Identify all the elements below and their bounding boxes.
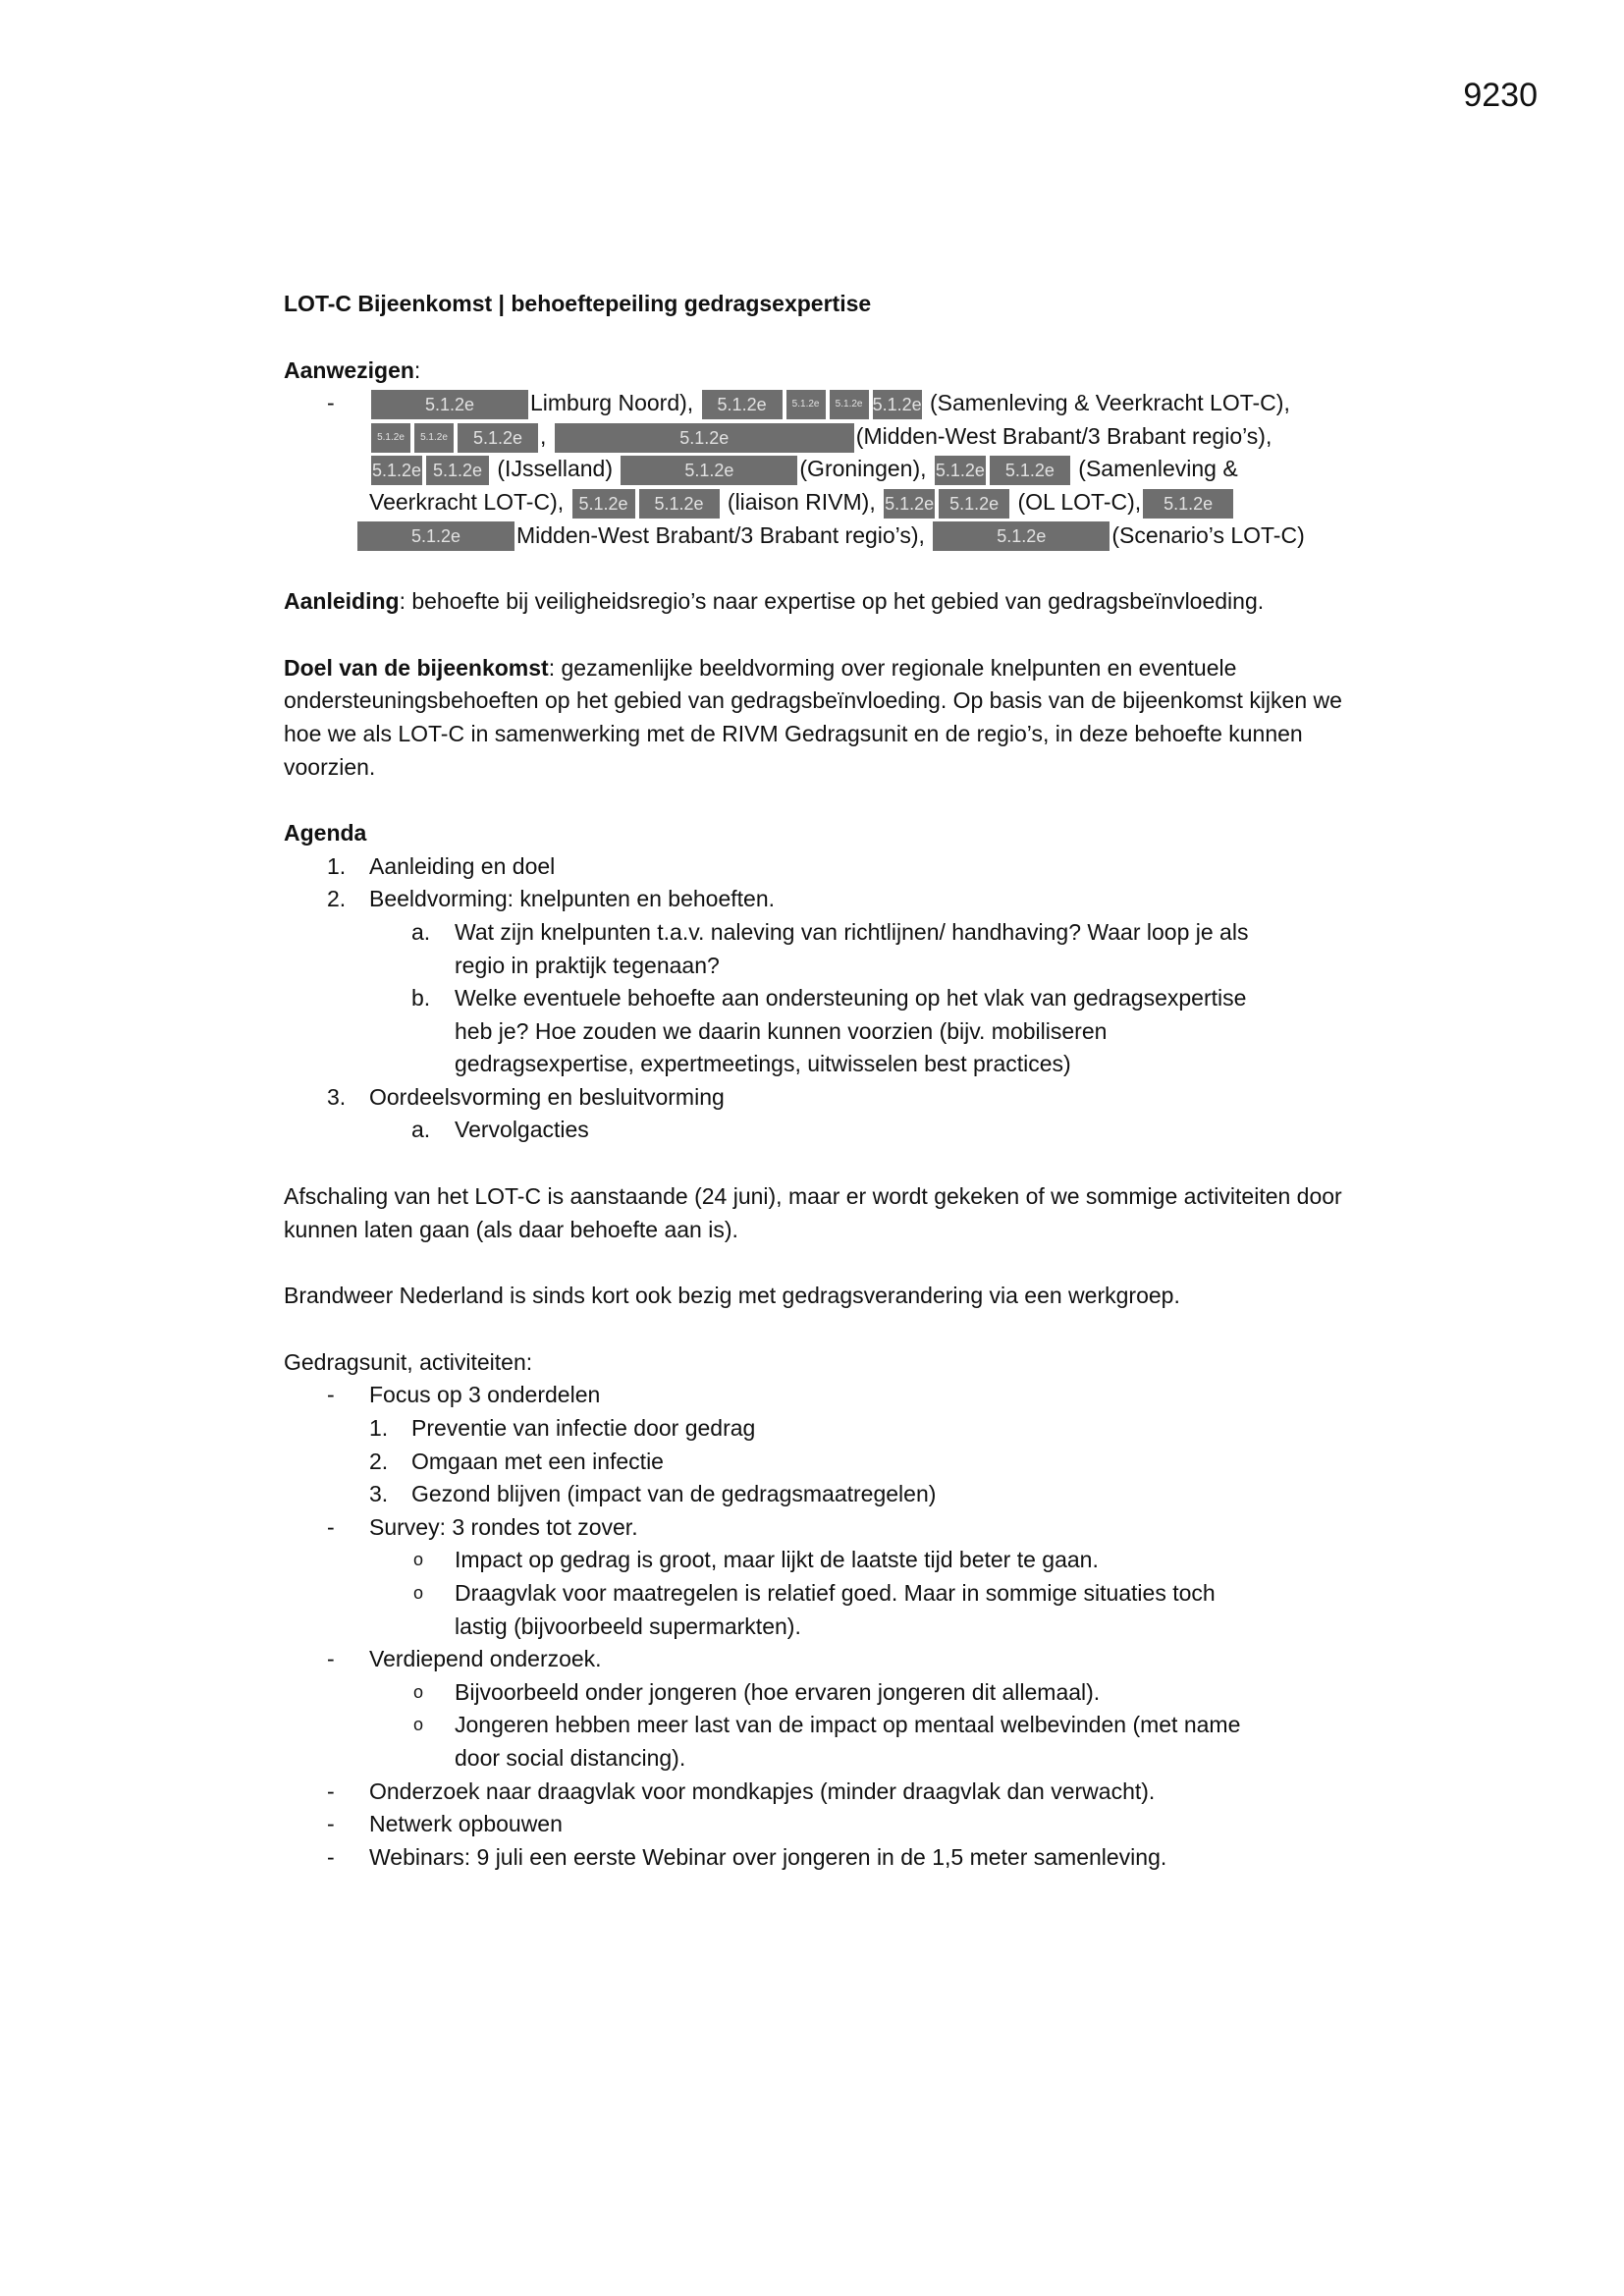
attendee-text: (OL LOT-C), <box>1017 488 1142 515</box>
agenda-item-text: Welke eventuele behoefte aan ondersteuning op het vlak van gedragsexpertise heb je? Hoe zouden we daarin kunnen voorzien (bijv. mobiliseren gedragsexpertise, expertmeetings, uitwisselen best practices) <box>455 985 1247 1077</box>
circle-bullet: o <box>413 1583 424 1603</box>
subitem-text: Jongeren hebben meer last van de impact op mentaal welbevinden (met name door social distancing). <box>455 1712 1241 1771</box>
redaction-box: 5.1.2e <box>621 456 797 485</box>
attendees-item <box>284 387 1364 552</box>
subitem-text: Draagvlak voor maatregelen is relatief goed. Maar in sommige situaties toch lastig (bijvoorbeeld supermarkten). <box>455 1580 1216 1639</box>
redaction-box: 5.1.2e <box>572 489 635 519</box>
agenda-item-text: Aanleiding en doel <box>369 852 556 879</box>
attendee-text: (IJsselland) <box>497 456 613 482</box>
attendees-line-4 <box>369 486 1364 519</box>
document-title: LOT-C Bijeenkomst | behoeftepeiling gedragsexpertise <box>284 291 872 316</box>
survey-subitem <box>284 1544 1364 1577</box>
attendee-text: Veerkracht LOT-C), <box>369 488 565 515</box>
focus-item-number: 3. <box>369 1481 389 1507</box>
gedragsunit-item-text: Verdiepend onderzoek. <box>369 1646 602 1672</box>
attendee-text: Limburg Noord), <box>530 390 694 416</box>
attendee-text: (Samenleving & <box>1078 456 1238 482</box>
aanleiding-text: : behoefte bij veiligheidsregio’s naar expertise op het gebied van gedragsbeïnvloeding. <box>399 588 1265 615</box>
attendee-text: (liaison RIVM), <box>727 488 876 515</box>
circle-bullet: o <box>413 1715 424 1735</box>
verdiepend-subitem <box>284 1676 1364 1710</box>
dash-bullet: - <box>327 1811 335 1837</box>
gedragsunit-item-text: Webinars: 9 juli een eerste Webinar over jongeren in de 1,5 meter samenleving. <box>369 1843 1167 1870</box>
focus-item-text: Omgaan met een infectie <box>411 1448 664 1474</box>
agenda-item-number: b. <box>411 985 431 1011</box>
focus-item-number: 1. <box>369 1415 389 1442</box>
redaction-box: 5.1.2e <box>371 456 422 485</box>
agenda-item-number: 1. <box>327 852 347 879</box>
agenda-item-text: Wat zijn knelpunten t.a.v. naleving van richtlijnen/ handhaving? Waar loop je als regio in praktijk tegenaan? <box>455 918 1249 978</box>
gedragsunit-item <box>284 1379 1364 1510</box>
redaction-box: 5.1.2e <box>371 390 528 419</box>
attendees-line-1 <box>369 387 1364 420</box>
gedragsunit-title: Gedragsunit, activiteiten: <box>284 1348 533 1375</box>
afschaling-paragraph: Afschaling van het LOT-C is aanstaande (24 juni), maar er wordt gekeken of we sommige activiteiten door kunnen laten gaan (als daar behoefte aan is). <box>284 1183 1342 1242</box>
redaction-box: 5.1.2e <box>702 390 783 419</box>
agenda-item-number: 3. <box>327 1083 347 1110</box>
gedragsunit-list <box>284 1379 1364 1874</box>
redaction-box: 5.1.2e <box>371 423 410 453</box>
redaction-box: 5.1.2e <box>639 489 720 519</box>
agenda-subitem <box>284 916 1364 982</box>
focus-item-text: Gezond blijven (impact van de gedragsmaatregelen) <box>411 1481 937 1507</box>
gedragsunit-item-text: Focus op 3 onderdelen <box>369 1382 601 1408</box>
attendees-line-2 <box>369 420 1364 454</box>
gedragsunit-item-text: Survey: 3 rondes tot zover. <box>369 1513 638 1540</box>
agenda-item-text: Vervolgacties <box>455 1117 589 1143</box>
circle-bullet: o <box>413 1550 424 1570</box>
document-body <box>284 288 1364 1874</box>
agenda-item-number: a. <box>411 1117 431 1143</box>
redaction-box: 5.1.2e <box>935 456 986 485</box>
dash-bullet: - <box>327 1513 335 1540</box>
agenda-item-text: Beeldvorming: knelpunten en behoeften. <box>369 886 776 912</box>
page-number: 9230 <box>1463 77 1538 114</box>
agenda-item-number: 2. <box>327 886 347 912</box>
focus-sublist <box>369 1412 1364 1511</box>
redaction-box: 5.1.2e <box>884 489 935 519</box>
attendees-label: Aanwezigen <box>284 356 414 383</box>
dash-bullet: - <box>327 390 335 416</box>
attendees-list <box>284 387 1364 552</box>
subitem-text: Impact op gedrag is groot, maar lijkt de laatste tijd beter te gaan. <box>455 1547 1099 1573</box>
attendees-line-3 <box>369 453 1364 486</box>
redaction-box: 5.1.2e <box>555 423 854 453</box>
redaction-box: 5.1.2e <box>990 456 1070 485</box>
attendee-text: (Groningen), <box>799 456 927 482</box>
survey-subitem <box>284 1577 1364 1643</box>
focus-item-number: 2. <box>369 1448 389 1474</box>
attendee-text: (Scenario’s LOT-C) <box>1111 521 1305 548</box>
attendee-text: (Samenleving & Veerkracht LOT-C), <box>929 390 1290 416</box>
redaction-box: 5.1.2e <box>786 390 826 419</box>
aanleiding-label: Aanleiding <box>284 588 400 615</box>
verdiepend-subitem <box>284 1709 1364 1775</box>
attendee-text: (Midden-West Brabant/3 Brabant regio’s), <box>855 422 1272 449</box>
redaction-box: 5.1.2e <box>357 521 514 551</box>
redaction-box: 5.1.2e <box>933 521 1110 551</box>
redaction-box: 5.1.2e <box>830 390 869 419</box>
gedragsunit-item <box>284 1776 1364 1809</box>
agenda-subitem <box>284 1114 1364 1147</box>
gedragsunit-item <box>284 1511 1364 1545</box>
dash-bullet: - <box>327 1777 335 1804</box>
agenda-title: Agenda <box>284 820 367 847</box>
aanleiding-paragraph <box>284 585 1364 619</box>
doel-label: Doel van de bijeenkomst <box>284 654 549 681</box>
gedragsunit-item <box>284 1643 1364 1676</box>
attendees-line-5 <box>355 519 1364 553</box>
doel-paragraph <box>284 652 1364 784</box>
focus-item-text: Preventie van infectie door gedrag <box>411 1415 756 1442</box>
agenda-item <box>284 1081 1364 1115</box>
redaction-box: 5.1.2e <box>426 456 489 485</box>
redaction-box: 5.1.2e <box>414 423 454 453</box>
dash-bullet: - <box>327 1382 335 1408</box>
redaction-box: 5.1.2e <box>1143 489 1233 519</box>
agenda-item <box>284 883 1364 916</box>
focus-item <box>369 1478 1364 1511</box>
agenda-subitem <box>284 982 1364 1081</box>
circle-bullet: o <box>413 1681 424 1702</box>
redaction-box: 5.1.2e <box>873 390 922 419</box>
redaction-box: 5.1.2e <box>939 489 1009 519</box>
attendees-heading: Aanwezigen: <box>284 356 421 383</box>
attendee-text: , <box>540 422 547 449</box>
agenda-item <box>284 850 1364 884</box>
gedragsunit-item-text: Onderzoek naar draagvlak voor mondkapjes (minder draagvlak dan verwacht). <box>369 1777 1156 1804</box>
agenda-item-text: Oordeelsvorming en besluitvorming <box>369 1083 725 1110</box>
subitem-text: Bijvoorbeeld onder jongeren (hoe ervaren jongeren dit allemaal). <box>455 1678 1101 1705</box>
brandweer-paragraph: Brandweer Nederland is sinds kort ook bezig met gedragsverandering via een werkgroep. <box>284 1283 1180 1309</box>
attendee-text: Midden-West Brabant/3 Brabant regio’s), <box>516 521 925 548</box>
gedragsunit-item <box>284 1808 1364 1841</box>
dash-bullet: - <box>327 1646 335 1672</box>
focus-item <box>369 1412 1364 1446</box>
gedragsunit-item-text: Netwerk opbouwen <box>369 1811 563 1837</box>
doel-text: : gezamenlijke beeldvorming over regionale knelpunten en eventuele ondersteuningsbehoeften op het gebied van gedragsbeïnvloeding. Op basis van de bijeenkomst kijken we hoe we als LOT-C in samenwerking met de RIVM Gedragsunit en de regio’s, in deze behoefte kunnen voorzien. <box>284 654 1342 780</box>
gedragsunit-item <box>284 1841 1364 1875</box>
redaction-box: 5.1.2e <box>458 423 538 453</box>
agenda-item-number: a. <box>411 918 431 945</box>
agenda-list <box>284 850 1364 1147</box>
focus-item <box>369 1446 1364 1479</box>
dash-bullet: - <box>327 1843 335 1870</box>
